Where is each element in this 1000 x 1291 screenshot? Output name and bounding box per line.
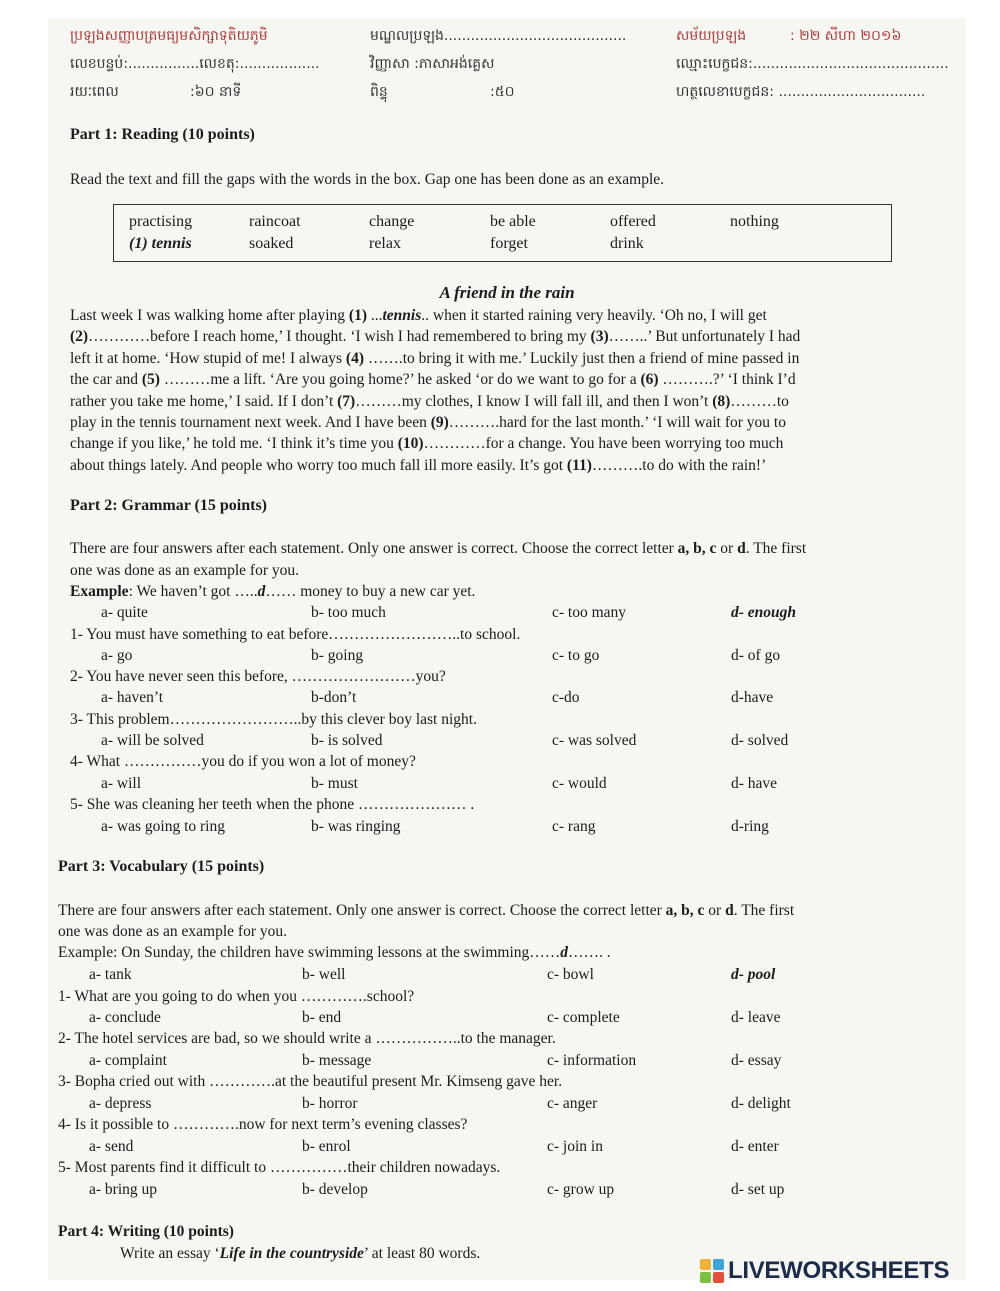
part1-title: Part 1: Reading (10 points) (70, 126, 255, 143)
answer-option[interactable]: c- to go (552, 647, 600, 664)
answer-option[interactable]: b- end (302, 1009, 342, 1026)
story-line: Last week I was walking home after playing (1) ...tennis.. when it started raining very heavily. ‘Oh no, I will get (70, 307, 767, 324)
candidate-name-field: ឈ្មោះបេក្ខជន:............................................ (676, 56, 949, 72)
answer-option[interactable]: a- depress (89, 1095, 152, 1112)
answer-option[interactable]: c- join in (547, 1138, 603, 1155)
room-table-field: លេខបន្ទប់:................លេខតុ:.................. (70, 56, 320, 72)
part4-task: Write an essay ‘Life in the countryside’ at least 80 words. (120, 1245, 481, 1262)
word-box-item: forget (490, 235, 528, 252)
answer-option[interactable]: d- have (731, 775, 778, 792)
question: 3- Bopha cried out with ………….at the beautiful present Mr. Kimseng gave her. (58, 1073, 563, 1090)
story-line: rather you take me home,’ I said. If I don’t (7)………my clothes, I know I will fall ill, and then I won’t (8)………to (70, 392, 789, 410)
question: 5- Most parents find it difficult to ……………their children nowadays. (58, 1159, 501, 1176)
word-box (113, 204, 892, 262)
question: 4- What ……………you do if you won a lot of money? (70, 753, 416, 770)
story-line: about things lately. And people who worry too much fall ill more easily. It’s got (11)……….to do with the rain!’ (70, 456, 767, 474)
liveworksheets-logo-text: LIVEWORKSHEETS (728, 1257, 950, 1284)
liveworksheets-logo[interactable] (700, 1256, 949, 1286)
answer-option[interactable]: c- would (552, 775, 607, 792)
answer-option[interactable]: b- develop (302, 1181, 368, 1198)
answer-option[interactable]: d- solved (731, 732, 789, 749)
question: 4- Is it possible to ………….now for next term’s evening classes? (58, 1116, 468, 1133)
question: 1- You must have something to eat before……………………..to school. (70, 626, 521, 643)
answer-option[interactable]: d- of go (731, 647, 781, 664)
answer-option-correct: d- pool (731, 966, 776, 983)
answer-option[interactable]: b- was ringing (311, 818, 401, 835)
question: 2- You have never seen this before, ……………………you? (70, 668, 446, 685)
answer-option[interactable]: b- going (311, 647, 364, 664)
question: 3- This problem……………………..by this clever boy last night. (70, 711, 477, 728)
word-box-item: relax (369, 235, 401, 252)
answer-option[interactable]: a- haven’t (101, 689, 164, 706)
story-text (70, 305, 938, 476)
question: 5- She was cleaning her teeth when the phone ………………… . (70, 796, 475, 813)
story-line: change if you like,’ he told me. ‘I think it’s time you (10)…………for a change. You have been worrying too much (70, 435, 784, 453)
answer-option[interactable]: b-don’t (311, 689, 357, 706)
answer-option[interactable]: c- anger (547, 1095, 598, 1112)
exam-title-khmer: ប្រឡងសញ្ញាបត្រមធ្យមសិក្សាទុតិយភូមិ (70, 28, 268, 44)
duration-value: :៦០ នាទី (190, 84, 242, 100)
answer-option[interactable]: a- complaint (89, 1052, 167, 1069)
answer-option[interactable]: d-have (731, 689, 774, 706)
story-line: the car and (5) ………me a lift. ‘Are you going home?’ he asked ‘or do we want to go for a (6) ……….?’ ‘I think I’d (70, 371, 796, 389)
story-line: (2)…………before I reach home,’ I thought. ‘I wish I had remembered to bring my (3)……..’ But unfortunately I had (70, 328, 801, 346)
exam-center-field: មណ្ឌលប្រឡង......................................... (370, 28, 627, 44)
word-box-item: nothing (730, 213, 779, 230)
word-box-item: raincoat (249, 213, 301, 230)
answer-option[interactable]: c-do (552, 689, 580, 706)
exam-date: : ២២ សីហា ២០១៦ (790, 28, 902, 44)
answer-option[interactable]: d- essay (731, 1052, 782, 1069)
answer-option[interactable]: b- enrol (302, 1138, 351, 1155)
word-box-item: soaked (249, 235, 294, 252)
story-line: play in the tennis tournament next week. And I have been (9)……….hard for the last month.’ ‘I will wait for you to (70, 414, 786, 432)
answer-option[interactable]: b- is solved (311, 732, 383, 749)
answer-option[interactable]: d- delight (731, 1095, 791, 1112)
part2-title: Part 2: Grammar (15 points) (70, 497, 267, 514)
answer-option[interactable]: c- rang (552, 818, 596, 835)
part3-title: Part 3: Vocabulary (15 points) (58, 858, 265, 875)
answer-option: b- well (302, 966, 346, 983)
part1-instruction: Read the text and fill the gaps with the words in the box. Gap one has been done as an example. (70, 171, 665, 188)
answer-option[interactable]: c- complete (547, 1009, 620, 1026)
word-box-example: (1) tennis (129, 235, 192, 252)
answer-option[interactable]: b- horror (302, 1095, 358, 1112)
answer-option: a- tank (89, 966, 132, 983)
word-box-item: change (369, 213, 415, 230)
answer-option[interactable]: a- go (101, 647, 133, 664)
part3-example: Example: On Sunday, the children have swimming lessons at the swimming……d……. . (58, 944, 611, 961)
answer-option[interactable]: c- was solved (552, 732, 637, 749)
exam-session-label: សម័យប្រឡង (676, 28, 747, 44)
score-label: ពិន្ទុ (370, 84, 388, 100)
answer-option[interactable]: a- was going to ring (101, 818, 225, 835)
part4-title: Part 4: Writing (10 points) (58, 1223, 234, 1240)
part3-instruction-line2: one was done as an example for you. (58, 923, 287, 940)
answer-option[interactable]: d-ring (731, 818, 769, 835)
word-box-item: be able (490, 213, 536, 230)
word-box-item: offered (610, 213, 656, 230)
liveworksheets-logo-icon (700, 1259, 724, 1283)
part2-instruction-line2: one was done as an example for you. (70, 562, 299, 579)
answer-option: c- bowl (547, 966, 594, 983)
question: 2- The hotel services are bad, so we should write a ……………..to the manager. (58, 1030, 556, 1047)
story-title: A friend in the rain (439, 283, 575, 302)
answer-option[interactable]: b- message (302, 1052, 372, 1069)
candidate-signature-field: ហត្ថលេខាបេក្ខជន: ................................. (676, 84, 926, 100)
answer-option[interactable]: c- grow up (547, 1181, 615, 1198)
answer-option[interactable]: c- information (547, 1052, 637, 1069)
answer-option: b- too much (311, 604, 386, 621)
duration-label: រយៈពេល (70, 84, 119, 100)
answer-option-correct: d- enough (731, 604, 797, 621)
score-value: :៥០ (490, 84, 515, 100)
story-line: left it at home. ‘How stupid of me! I always (4) …….to bring it with me.’ Luckily just then a friend of mine passed in (70, 349, 800, 367)
answer-option[interactable]: a- will (101, 775, 142, 792)
question: 1- What are you going to do when you ………….school? (58, 988, 415, 1005)
part2-example: Example: We haven’t got …..d…… money to buy a new car yet. (70, 583, 476, 600)
answer-option[interactable]: d- leave (731, 1009, 781, 1026)
part3-instruction: There are four answers after each statement. Only one answer is correct. Choose the correct letter a, b, c or d. The first (58, 902, 795, 919)
word-box-item: drink (610, 235, 644, 252)
answer-option[interactable]: a- conclude (89, 1009, 161, 1026)
answer-option[interactable]: d- enter (731, 1138, 779, 1155)
part2-instruction: There are four answers after each statement. Only one answer is correct. Choose the correct letter a, b, c or d. The first (70, 540, 807, 557)
answer-option[interactable]: a- send (89, 1138, 134, 1155)
subject-label: វិញ្ញាសា :ភាសាអង់គ្លេស (370, 56, 495, 72)
answer-option[interactable]: b- must (311, 775, 358, 792)
answer-option: c- too many (552, 604, 627, 621)
answer-option[interactable]: d- set up (731, 1181, 785, 1198)
answer-option[interactable]: a- will be solved (101, 732, 204, 749)
answer-option: a- quite (101, 604, 148, 621)
answer-option[interactable]: a- bring up (89, 1181, 158, 1198)
word-box-item: practising (129, 213, 193, 230)
